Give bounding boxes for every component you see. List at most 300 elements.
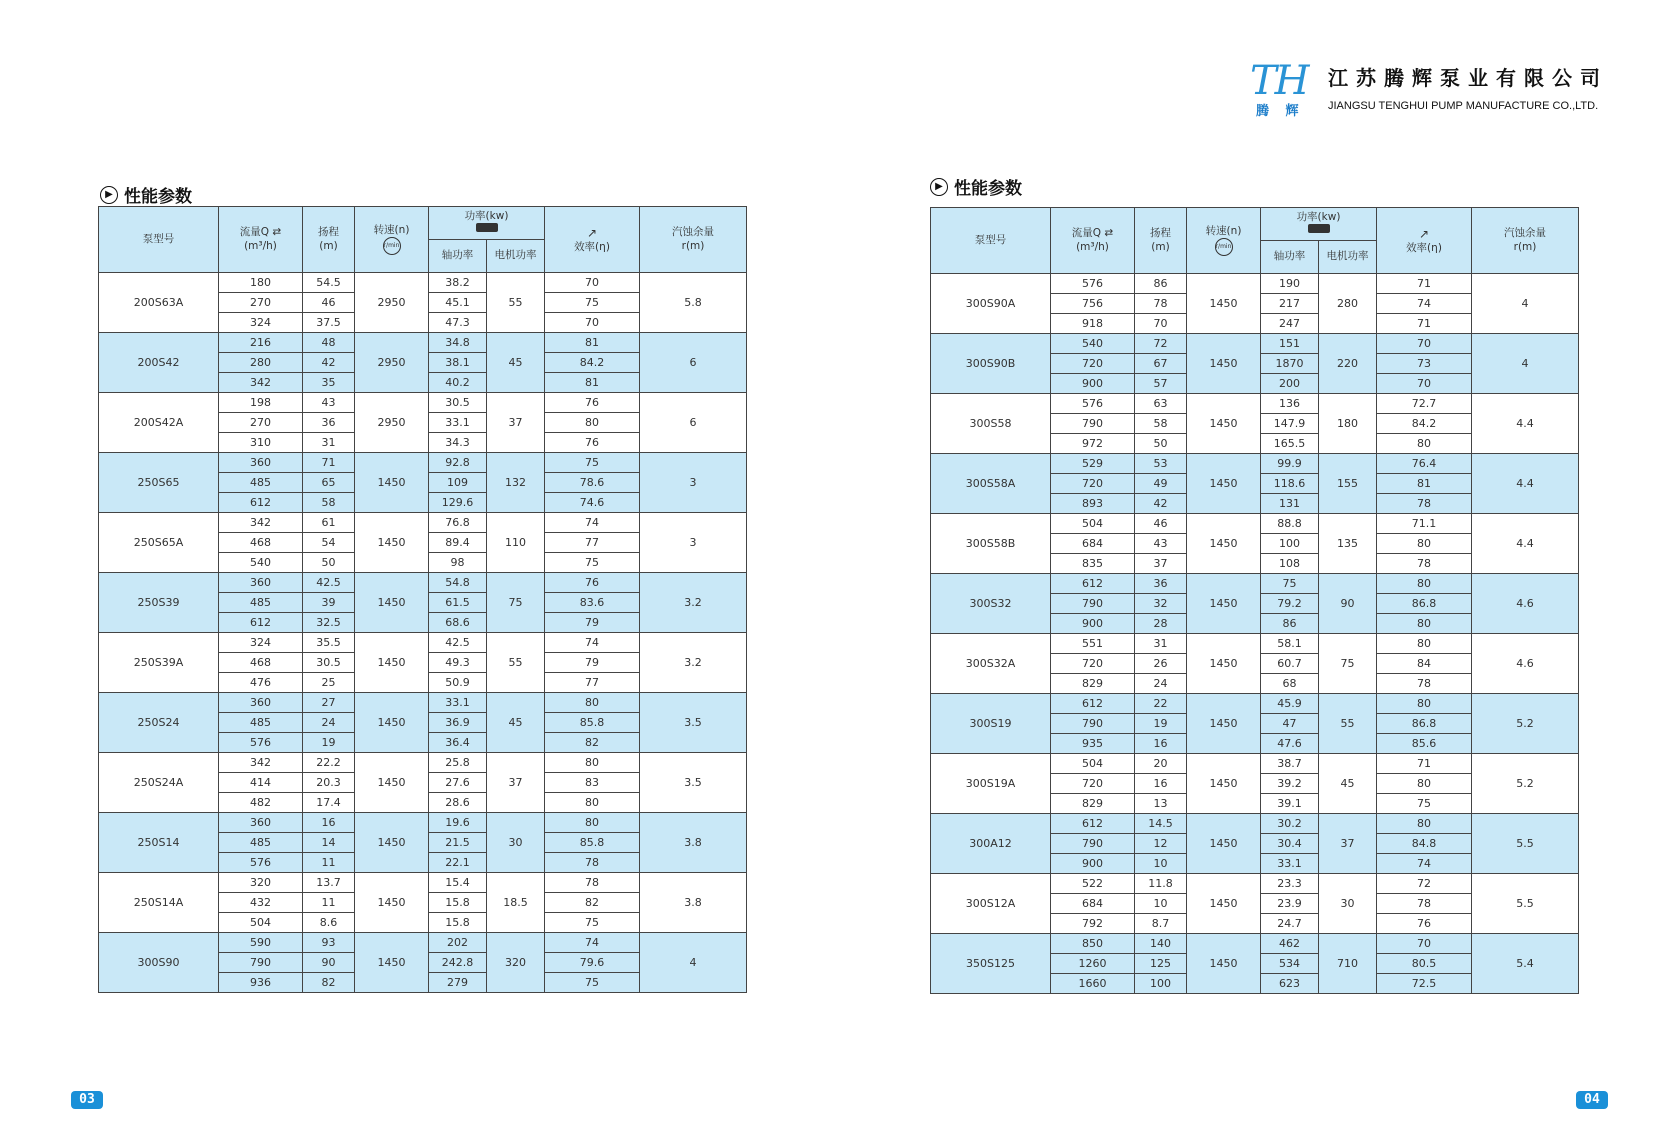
performance-table-right (930, 207, 1579, 994)
head-cell: 71 (303, 453, 355, 473)
head-cell: 82 (303, 973, 355, 993)
head-cell: 37 (1135, 554, 1187, 574)
flow-cell: 850 (1051, 934, 1135, 954)
efficiency-cell: 80 (545, 813, 640, 833)
head-cell: 63 (1135, 394, 1187, 414)
efficiency-cell: 74 (545, 513, 640, 533)
header-power (429, 207, 545, 240)
shaft-power-cell: 108 (1261, 554, 1319, 574)
shaft-power-cell: 15.4 (429, 873, 487, 893)
efficiency-cell: 75 (545, 553, 640, 573)
shaft-power-cell: 45.1 (429, 293, 487, 313)
table-row (99, 693, 747, 713)
shaft-power-cell: 33.1 (429, 693, 487, 713)
head-cell: 42 (1135, 494, 1187, 514)
speed-cell: 1450 (355, 513, 429, 573)
head-cell: 100 (1135, 974, 1187, 994)
shaft-power-cell: 27.6 (429, 773, 487, 793)
motor-power-cell: 132 (487, 453, 545, 513)
efficiency-cell: 74.6 (545, 493, 640, 513)
shaft-power-cell: 79.2 (1261, 594, 1319, 614)
speed-cell: 1450 (1187, 454, 1261, 514)
head-cell: 46 (1135, 514, 1187, 534)
head-cell: 39 (303, 593, 355, 613)
motor-power-cell: 45 (1319, 754, 1377, 814)
flow-cell: 360 (219, 693, 303, 713)
model-cell: 250S65 (99, 453, 219, 513)
flow-cell: 468 (219, 533, 303, 553)
efficiency-cell: 80 (1377, 534, 1472, 554)
flow-cell: 918 (1051, 314, 1135, 334)
flow-label: 流量Q (239, 226, 270, 239)
motor-power-cell: 45 (487, 333, 545, 393)
shaft-power-cell: 247 (1261, 314, 1319, 334)
flow-cell: 216 (219, 333, 303, 353)
efficiency-cell: 80 (545, 693, 640, 713)
head-cell: 11.8 (1135, 874, 1187, 894)
shaft-power-cell: 129.6 (429, 493, 487, 513)
efficiency-cell: 84 (1377, 654, 1472, 674)
speed-cell: 1450 (355, 933, 429, 993)
header-motor-power: 电机功率 (1319, 241, 1377, 274)
header-head (303, 207, 355, 273)
motor-icon (1308, 224, 1330, 233)
shaft-power-cell: 88.8 (1261, 514, 1319, 534)
model-cell: 250S14 (99, 813, 219, 873)
section-title-left (100, 182, 192, 207)
flow-cell: 829 (1051, 794, 1135, 814)
shaft-power-cell: 50.9 (429, 673, 487, 693)
flow-cell: 540 (219, 553, 303, 573)
model-cell: 300S58 (931, 394, 1051, 454)
shaft-power-cell: 75 (1261, 574, 1319, 594)
efficiency-cell: 70 (1377, 374, 1472, 394)
flow-cell: 198 (219, 393, 303, 413)
table-row (931, 634, 1579, 654)
head-cell: 11 (303, 853, 355, 873)
efficiency-cell: 83.6 (545, 593, 640, 613)
efficiency-cell: 85.8 (545, 713, 640, 733)
page-number-left: 03 (71, 1091, 103, 1109)
motor-power-cell: 37 (487, 393, 545, 453)
efficiency-cell: 80.5 (1377, 954, 1472, 974)
flow-label: 流量Q (1071, 227, 1102, 240)
model-cell: 250S24A (99, 753, 219, 813)
flow-cell: 485 (219, 473, 303, 493)
head-cell: 46 (303, 293, 355, 313)
npsh-cell: 4 (1472, 274, 1579, 334)
flow-cell: 720 (1051, 774, 1135, 794)
head-cell: 22 (1135, 694, 1187, 714)
logo-mark: TH (1250, 58, 1308, 104)
efficiency-cell: 80 (1377, 774, 1472, 794)
speed-cell: 1450 (355, 573, 429, 633)
npsh-cell: 4.4 (1472, 514, 1579, 574)
efficiency-cell: 72.5 (1377, 974, 1472, 994)
motor-power-cell: 55 (487, 633, 545, 693)
speed-cell: 1450 (355, 633, 429, 693)
npsh-cell: 5.8 (640, 273, 747, 333)
table-row (931, 334, 1579, 354)
efficiency-cell: 85.6 (1377, 734, 1472, 754)
efficiency-cell: 75 (545, 913, 640, 933)
shaft-power-cell: 24.7 (1261, 914, 1319, 934)
head-cell: 30.5 (303, 653, 355, 673)
shaft-power-cell: 47.6 (1261, 734, 1319, 754)
flow-cell: 270 (219, 413, 303, 433)
efficiency-label: 效率(η) (1406, 241, 1442, 254)
model-cell: 300S90A (931, 274, 1051, 334)
head-cell: 14 (303, 833, 355, 853)
efficiency-cell: 76 (545, 393, 640, 413)
flow-cell: 360 (219, 453, 303, 473)
shaft-power-cell: 534 (1261, 954, 1319, 974)
flow-cell: 342 (219, 373, 303, 393)
model-cell: 300S58A (931, 454, 1051, 514)
flow-cell: 414 (219, 773, 303, 793)
motor-power-cell: 37 (487, 753, 545, 813)
flow-cell: 504 (219, 913, 303, 933)
head-cell: 16 (303, 813, 355, 833)
flow-cell: 893 (1051, 494, 1135, 514)
npsh-cell: 4 (640, 933, 747, 993)
flow-cell: 590 (219, 933, 303, 953)
header-model: 泵型号 (931, 208, 1051, 274)
shaft-power-cell: 200 (1261, 374, 1319, 394)
header-motor-power: 电机功率 (487, 240, 545, 273)
efficiency-cell: 78 (545, 873, 640, 893)
arrow-right-icon: ▶ (930, 178, 948, 196)
npsh-cell: 3.2 (640, 633, 747, 693)
efficiency-cell: 79 (545, 613, 640, 633)
head-cell: 32 (1135, 594, 1187, 614)
motor-power-cell: 55 (487, 273, 545, 333)
flow-cell: 720 (1051, 654, 1135, 674)
shaft-power-cell: 118.6 (1261, 474, 1319, 494)
efficiency-cell: 80 (1377, 814, 1472, 834)
efficiency-cell: 78 (1377, 894, 1472, 914)
speed-cell: 1450 (1187, 334, 1261, 394)
flow-cell: 576 (1051, 394, 1135, 414)
table-row (99, 813, 747, 833)
efficiency-cell: 80 (545, 753, 640, 773)
efficiency-label: 效率(η) (574, 240, 610, 253)
shaft-power-cell: 34.3 (429, 433, 487, 453)
head-cell: 10 (1135, 894, 1187, 914)
npsh-cell: 6 (640, 333, 747, 393)
efficiency-cell: 78 (545, 853, 640, 873)
shaft-power-cell: 49.3 (429, 653, 487, 673)
flow-cell: 504 (1051, 754, 1135, 774)
speed-cell: 1450 (1187, 694, 1261, 754)
efficiency-cell: 79 (545, 653, 640, 673)
head-label: 扬程 (318, 226, 339, 239)
npsh-label: 汽蚀余量 (1504, 227, 1546, 240)
shaft-power-cell: 98 (429, 553, 487, 573)
flow-cell: 1660 (1051, 974, 1135, 994)
motor-power-cell: 280 (1319, 274, 1377, 334)
flow-cell: 342 (219, 513, 303, 533)
flow-cell: 476 (219, 673, 303, 693)
shaft-power-cell: 38.1 (429, 353, 487, 373)
flow-cell: 756 (1051, 294, 1135, 314)
head-cell: 65 (303, 473, 355, 493)
efficiency-cell: 81 (545, 373, 640, 393)
efficiency-cell: 81 (545, 333, 640, 353)
head-cell: 50 (1135, 434, 1187, 454)
model-cell: 350S125 (931, 934, 1051, 994)
head-cell: 140 (1135, 934, 1187, 954)
npsh-unit: r(m) (1513, 240, 1537, 253)
flow-cell: 360 (219, 813, 303, 833)
head-cell: 24 (303, 713, 355, 733)
motor-power-cell: 180 (1319, 394, 1377, 454)
efficiency-cell: 72 (1377, 874, 1472, 894)
head-cell: 28 (1135, 614, 1187, 634)
table-row (931, 574, 1579, 594)
model-cell: 300S90 (99, 933, 219, 993)
npsh-cell: 3.8 (640, 873, 747, 933)
motor-power-cell: 75 (1319, 634, 1377, 694)
efficiency-curve-icon: ↗ (586, 225, 598, 240)
npsh-cell: 5.2 (1472, 754, 1579, 814)
head-unit: (m) (1151, 240, 1170, 253)
motor-power-cell: 320 (487, 933, 545, 993)
model-cell: 250S65A (99, 513, 219, 573)
shaft-power-cell: 131 (1261, 494, 1319, 514)
model-cell: 250S39 (99, 573, 219, 633)
motor-power-cell: 55 (1319, 694, 1377, 754)
flow-cell: 829 (1051, 674, 1135, 694)
flow-cell: 432 (219, 893, 303, 913)
shaft-power-cell: 30.4 (1261, 834, 1319, 854)
speed-cell: 1450 (355, 453, 429, 513)
shaft-power-cell: 61.5 (429, 593, 487, 613)
table-row (99, 453, 747, 473)
company-logo (1250, 58, 1610, 120)
motor-power-cell: 30 (1319, 874, 1377, 934)
table-row (931, 874, 1579, 894)
head-cell: 53 (1135, 454, 1187, 474)
shaft-power-cell: 39.2 (1261, 774, 1319, 794)
flow-cell: 900 (1051, 374, 1135, 394)
npsh-cell: 3.8 (640, 813, 747, 873)
flow-cell: 180 (219, 273, 303, 293)
shaft-power-cell: 36.4 (429, 733, 487, 753)
head-cell: 11 (303, 893, 355, 913)
speed-cell: 1450 (1187, 634, 1261, 694)
table-row (99, 393, 747, 413)
shaft-power-cell: 1870 (1261, 354, 1319, 374)
header-power (1261, 208, 1377, 241)
head-cell: 58 (1135, 414, 1187, 434)
flow-cell: 540 (1051, 334, 1135, 354)
model-cell: 300A12 (931, 814, 1051, 874)
head-cell: 90 (303, 953, 355, 973)
efficiency-cell: 77 (545, 533, 640, 553)
efficiency-cell: 70 (545, 313, 640, 333)
efficiency-cell: 74 (1377, 294, 1472, 314)
efficiency-cell: 79.6 (545, 953, 640, 973)
speed-cell: 1450 (355, 753, 429, 813)
efficiency-cell: 84.8 (1377, 834, 1472, 854)
table-row (99, 933, 747, 953)
efficiency-cell: 80 (1377, 694, 1472, 714)
npsh-cell: 4.6 (1472, 574, 1579, 634)
table-row (99, 273, 747, 293)
model-cell: 200S63A (99, 273, 219, 333)
head-unit: (m) (319, 239, 338, 252)
shaft-power-cell: 34.8 (429, 333, 487, 353)
shaft-power-cell: 100 (1261, 534, 1319, 554)
efficiency-cell: 74 (1377, 854, 1472, 874)
head-cell: 37.5 (303, 313, 355, 333)
shaft-power-cell: 23.9 (1261, 894, 1319, 914)
header-efficiency (545, 207, 640, 273)
flow-cell: 612 (219, 493, 303, 513)
npsh-cell: 6 (640, 393, 747, 453)
shaft-power-cell: 147.9 (1261, 414, 1319, 434)
shaft-power-cell: 99.9 (1261, 454, 1319, 474)
shaft-power-cell: 76.8 (429, 513, 487, 533)
table-row (931, 934, 1579, 954)
head-cell: 42.5 (303, 573, 355, 593)
flow-cell: 576 (219, 733, 303, 753)
model-cell: 300S32A (931, 634, 1051, 694)
flow-cell: 792 (1051, 914, 1135, 934)
shaft-power-cell: 86 (1261, 614, 1319, 634)
page-number-right: 04 (1576, 1091, 1608, 1109)
shaft-power-cell: 202 (429, 933, 487, 953)
flow-cell: 612 (1051, 694, 1135, 714)
shaft-power-cell: 38.2 (429, 273, 487, 293)
flow-cell: 790 (1051, 594, 1135, 614)
efficiency-cell: 73 (1377, 354, 1472, 374)
shaft-power-cell: 92.8 (429, 453, 487, 473)
model-cell: 250S14A (99, 873, 219, 933)
speed-cell: 2950 (355, 393, 429, 453)
head-cell: 27 (303, 693, 355, 713)
npsh-unit: r(m) (681, 239, 705, 252)
flow-cell: 790 (1051, 714, 1135, 734)
speed-cell: 1450 (1187, 814, 1261, 874)
head-cell: 78 (1135, 294, 1187, 314)
shaft-power-cell: 190 (1261, 274, 1319, 294)
flow-cell: 504 (1051, 514, 1135, 534)
head-cell: 25 (303, 673, 355, 693)
flow-cell: 835 (1051, 554, 1135, 574)
flow-cell: 684 (1051, 894, 1135, 914)
shaft-power-cell: 68.6 (429, 613, 487, 633)
head-cell: 17.4 (303, 793, 355, 813)
head-cell: 12 (1135, 834, 1187, 854)
efficiency-cell: 74 (545, 933, 640, 953)
model-cell: 300S12A (931, 874, 1051, 934)
shaft-power-cell: 33.1 (1261, 854, 1319, 874)
head-cell: 54.5 (303, 273, 355, 293)
motor-power-cell: 220 (1319, 334, 1377, 394)
motor-power-cell: 135 (1319, 514, 1377, 574)
shaft-power-cell: 33.1 (429, 413, 487, 433)
shaft-power-cell: 21.5 (429, 833, 487, 853)
efficiency-cell: 76 (1377, 914, 1472, 934)
efficiency-cell: 84.2 (545, 353, 640, 373)
header-npsh (640, 207, 747, 273)
head-cell: 31 (303, 433, 355, 453)
npsh-cell: 5.2 (1472, 694, 1579, 754)
shaft-power-cell: 47 (1261, 714, 1319, 734)
efficiency-cell: 80 (1377, 634, 1472, 654)
flow-cell: 485 (219, 833, 303, 853)
efficiency-cell: 78 (1377, 554, 1472, 574)
efficiency-cell: 75 (545, 453, 640, 473)
head-cell: 50 (303, 553, 355, 573)
head-cell: 43 (1135, 534, 1187, 554)
efficiency-cell: 71 (1377, 274, 1472, 294)
efficiency-cell: 78.6 (545, 473, 640, 493)
flow-cell: 468 (219, 653, 303, 673)
efficiency-cell: 71 (1377, 314, 1472, 334)
model-cell: 300S19A (931, 754, 1051, 814)
efficiency-cell: 82 (545, 893, 640, 913)
head-cell: 93 (303, 933, 355, 953)
shaft-power-cell: 462 (1261, 934, 1319, 954)
efficiency-cell: 75 (1377, 794, 1472, 814)
shaft-power-cell: 22.1 (429, 853, 487, 873)
npsh-label: 汽蚀余量 (672, 226, 714, 239)
section-title-text: 性能参数 (954, 179, 1022, 199)
shaft-power-cell: 165.5 (1261, 434, 1319, 454)
speed-cell: 1450 (355, 813, 429, 873)
head-cell: 32.5 (303, 613, 355, 633)
table-row (99, 633, 747, 653)
flow-cell: 972 (1051, 434, 1135, 454)
efficiency-cell: 75 (545, 293, 640, 313)
efficiency-cell: 84.2 (1377, 414, 1472, 434)
header-flow (1051, 208, 1135, 274)
head-cell: 13 (1135, 794, 1187, 814)
model-cell: 200S42 (99, 333, 219, 393)
motor-power-cell: 18.5 (487, 873, 545, 933)
head-cell: 20.3 (303, 773, 355, 793)
efficiency-curve-icon: ↗ (1418, 226, 1430, 241)
flow-cell: 576 (1051, 274, 1135, 294)
header-shaft-power: 轴功率 (1261, 241, 1319, 274)
head-cell: 70 (1135, 314, 1187, 334)
efficiency-cell: 81 (1377, 474, 1472, 494)
head-cell: 31 (1135, 634, 1187, 654)
motor-power-cell: 75 (487, 573, 545, 633)
logo-cn-small: 腾 辉 (1256, 104, 1305, 119)
speed-cell: 1450 (1187, 874, 1261, 934)
efficiency-cell: 76 (545, 433, 640, 453)
flow-unit: (m³/h) (1076, 240, 1109, 253)
head-cell: 57 (1135, 374, 1187, 394)
head-cell: 24 (1135, 674, 1187, 694)
shaft-power-cell: 151 (1261, 334, 1319, 354)
flow-cell: 720 (1051, 474, 1135, 494)
efficiency-cell: 74 (545, 633, 640, 653)
shaft-power-cell: 38.7 (1261, 754, 1319, 774)
flow-cell: 324 (219, 633, 303, 653)
speed-cell: 1450 (1187, 274, 1261, 334)
efficiency-cell: 75 (545, 973, 640, 993)
shaft-power-cell: 54.8 (429, 573, 487, 593)
head-cell: 67 (1135, 354, 1187, 374)
npsh-cell: 5.5 (1472, 874, 1579, 934)
flow-icon: ⇄ (269, 226, 282, 239)
head-cell: 72 (1135, 334, 1187, 354)
